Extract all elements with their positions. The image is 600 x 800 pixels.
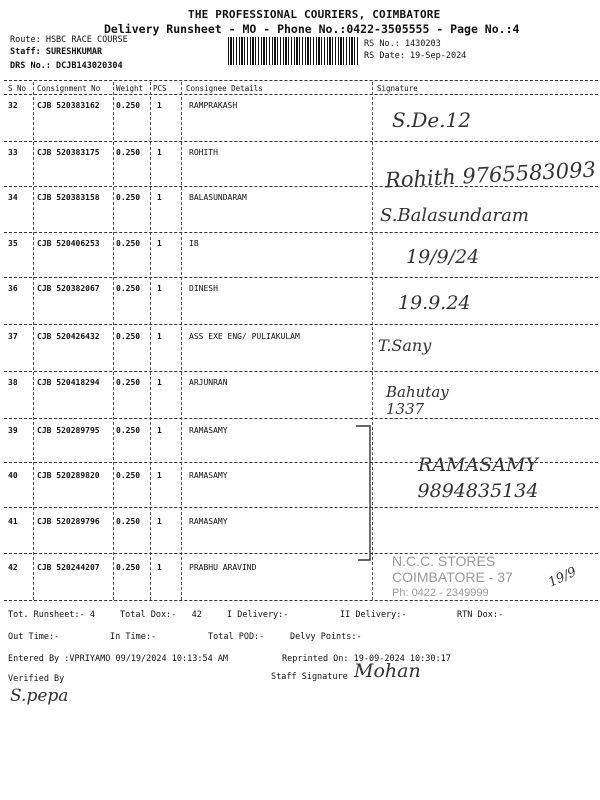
row-consignment: CJB 520418294 [37, 378, 100, 387]
total-pod: Total POD:- [208, 632, 265, 642]
row-consignee: RAMASAMY [189, 471, 228, 480]
row-sno: 39 [8, 426, 18, 435]
row-consignee: RAMASAMY [189, 426, 228, 435]
row-pcs: 1 [157, 426, 162, 435]
row-consignee: ASS EXE ENG/ PULIAKULAM [189, 332, 300, 341]
col-header-weight: Weight [116, 84, 144, 93]
row-weight: 0.250 [116, 148, 141, 157]
row-divider [4, 141, 598, 142]
row-pcs: 1 [157, 148, 162, 157]
row-weight: 0.250 [116, 239, 141, 248]
row-consignment: CJB 520426432 [37, 332, 100, 341]
runsheet-subtitle: Delivery Runsheet - MO - Phone No.:0422-3505555 - Page No.:4 [104, 22, 520, 36]
total-dox: Total Dox:- 42 [120, 610, 202, 620]
row-consignment: CJB 520383162 [37, 101, 100, 110]
row-weight: 0.250 [116, 332, 141, 341]
table-row [6, 234, 598, 280]
row-weight: 0.250 [116, 284, 141, 293]
store-stamp [392, 553, 513, 601]
staff-label: Staff: SURESHKUMAR [10, 47, 103, 57]
row-divider [4, 277, 598, 278]
col-header-consignee: Consignee Details [186, 84, 263, 93]
col-header-sno: S No [8, 84, 27, 93]
signature-handwriting: T.Sany [378, 336, 432, 355]
table-row [6, 279, 598, 325]
staff-signature: Mohan [354, 660, 421, 682]
row-sno: 42 [8, 563, 18, 572]
row-pcs: 1 [157, 239, 162, 248]
signature-handwriting: Bahutay 1337 [386, 383, 449, 418]
row-consignment: CJB 520289796 [37, 517, 100, 526]
row-pcs: 1 [157, 332, 162, 341]
row-consignment: CJB 520383158 [37, 193, 100, 202]
table-row [6, 373, 598, 419]
row-sno: 32 [8, 101, 18, 110]
staff-signature-label: Staff Signature [271, 672, 348, 682]
route-label: Route: HSBC RACE COURSE [10, 35, 128, 45]
row-consignment: CJB 520289795 [37, 426, 100, 435]
row-consignee: RAMASAMY [189, 517, 228, 526]
row-pcs: 1 [157, 563, 162, 572]
row-sno: 35 [8, 239, 18, 248]
row-consignee: PRABHU ARAVIND [189, 563, 257, 572]
row-consignee: ARJUNRAN [189, 378, 228, 387]
rs-number: RS No.: 1430203 [364, 39, 441, 49]
col-header-pcs: PCS [153, 84, 167, 93]
row-weight: 0.250 [116, 426, 141, 435]
row-consignment: CJB 520382067 [37, 284, 100, 293]
signature-handwriting: S.De.12 [392, 108, 472, 132]
row-divider [4, 324, 598, 325]
signature-handwriting: 19.9.24 [398, 292, 471, 314]
row-divider [4, 418, 598, 419]
table-row [6, 512, 598, 558]
row-divider [4, 371, 598, 372]
row-divider [4, 186, 598, 187]
row-weight: 0.250 [116, 517, 141, 526]
row-consignment: CJB 520244207 [37, 563, 100, 572]
table-header-rule [4, 94, 598, 95]
reprinted-on: Reprinted On: 19-09-2024 10:30:17 [282, 654, 451, 664]
verified-signature: S.pepa [10, 686, 69, 706]
drs-number: DRS No.: DCJB143020304 [10, 61, 123, 71]
signature-handwriting: S.Balasundaram [380, 205, 529, 226]
signature-handwriting: 19/9 [546, 564, 580, 591]
i-delivery: I Delivery:- [227, 610, 289, 620]
signature-handwriting: Rohith 9765583093 [384, 157, 597, 193]
row-pcs: 1 [157, 471, 162, 480]
row-consignment: CJB 520406253 [37, 239, 100, 248]
row-pcs: 1 [157, 284, 162, 293]
in-time: In Time:- [110, 632, 157, 642]
company-title: THE PROFESSIONAL COURIERS, COIMBATORE [188, 8, 441, 21]
col-header-signature: Signature [377, 84, 418, 93]
row-sno: 41 [8, 517, 18, 526]
row-consignee: BALASUNDARAM [189, 193, 247, 202]
delvy-points: Delvy Points:- [290, 632, 362, 642]
row-consignee: IB [189, 239, 199, 248]
row-pcs: 1 [157, 101, 162, 110]
barcode-image [228, 37, 360, 65]
signature-handwriting: RAMASAMY 9894835134 [417, 454, 539, 502]
row-pcs: 1 [157, 517, 162, 526]
row-weight: 0.250 [116, 378, 141, 387]
row-consignment: CJB 520289820 [37, 471, 100, 480]
row-sno: 38 [8, 378, 18, 387]
stamp-line: Ph: 0422 - 2349999 [392, 587, 489, 599]
stamp-line: COIMBATORE - 37 [392, 569, 513, 585]
signature-handwriting: 19/9/24 [406, 246, 480, 268]
ii-delivery: II Delivery:- [340, 610, 407, 620]
row-sno: 40 [8, 471, 18, 480]
out-time: Out Time:- [8, 632, 60, 642]
stamp-line: N.C.C. STORES [392, 553, 496, 569]
verified-by-label: Verified By [8, 674, 65, 684]
row-weight: 0.250 [116, 193, 141, 202]
row-sno: 33 [8, 148, 18, 157]
row-consignment: CJB 520383175 [37, 148, 100, 157]
row-divider [4, 507, 598, 508]
col-header-consignment: Consignment No [37, 84, 101, 93]
row-pcs: 1 [157, 378, 162, 387]
row-sno: 34 [8, 193, 18, 202]
total-runsheet: Tot. Runsheet:- 4 [8, 610, 95, 620]
row-weight: 0.250 [116, 563, 141, 572]
bracket-mark [350, 420, 380, 570]
row-consignee: DINESH [189, 284, 218, 293]
table-top-rule [4, 80, 598, 81]
entered-by: Entered By :VPRIYAMO 09/19/2024 10:13:54 AM [8, 654, 229, 664]
row-sno: 37 [8, 332, 18, 341]
rtn-dox: RTN Dox:- [457, 610, 504, 620]
row-weight: 0.250 [116, 101, 141, 110]
rs-date: RS Date: 19-Sep-2024 [364, 51, 467, 61]
table-row [6, 96, 598, 142]
row-consignee: RAMPRAKASH [189, 101, 238, 110]
row-sno: 36 [8, 284, 18, 293]
row-weight: 0.250 [116, 471, 141, 480]
table-row [6, 327, 598, 373]
row-divider [4, 232, 598, 233]
row-pcs: 1 [157, 193, 162, 202]
row-consignee: ROHITH [189, 148, 218, 157]
